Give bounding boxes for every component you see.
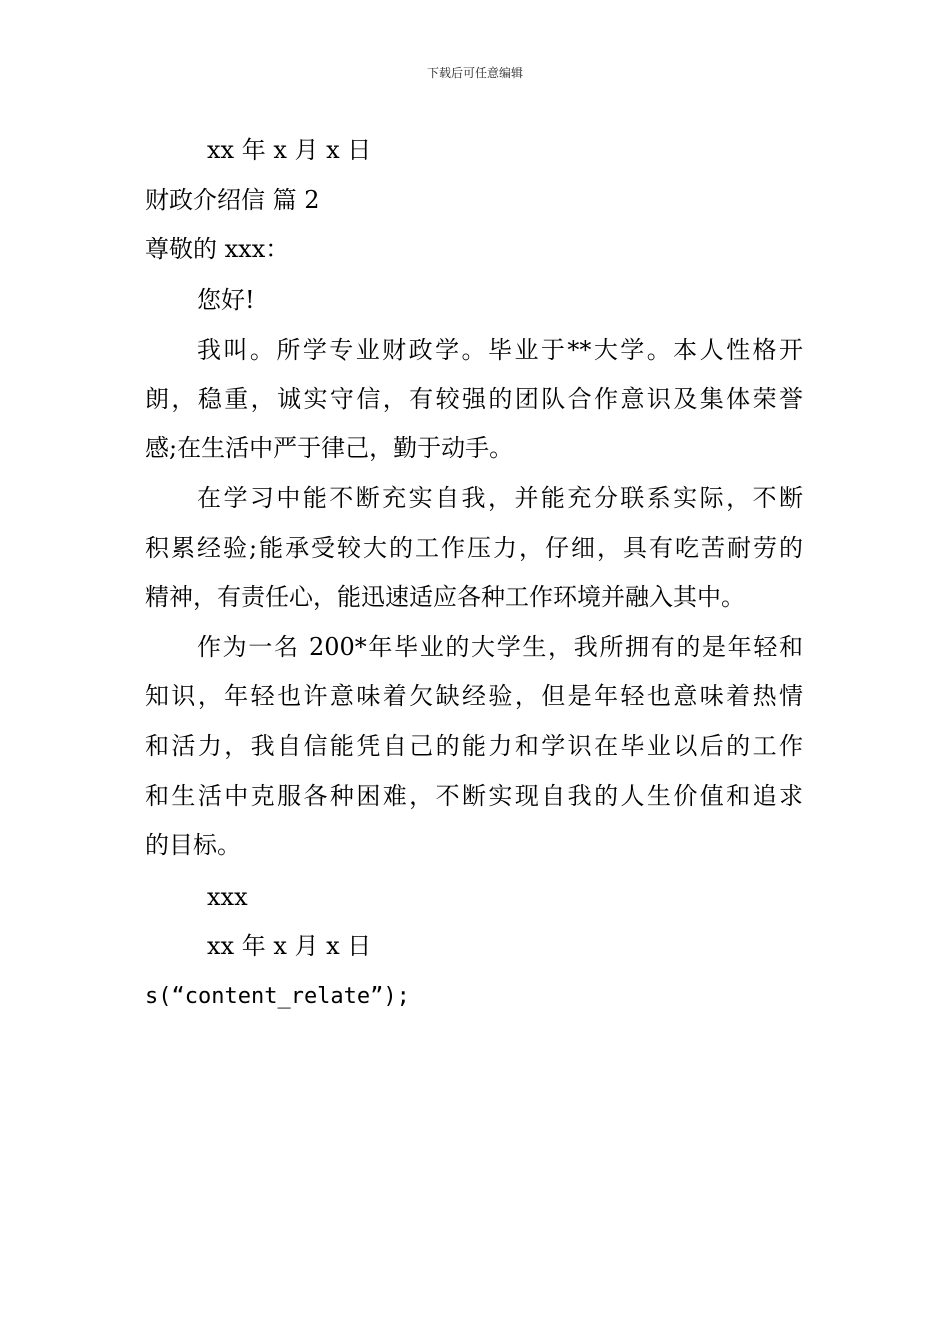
paragraph-2-line-3: 精神，有责任心，能迅速适应各种工作环境并融入其中。 [145,583,745,611]
salutation: 尊敬的 xxx： [145,235,290,263]
paragraph-2-line-1: 在学习中能不断充实自我，并能充分联系实际，不断 [197,484,803,512]
greeting: 您好! [197,286,255,314]
date-bottom: xx 年 x 月 x 日 [207,932,372,960]
paragraph-1-line-1: 我叫。所学专业财政学。毕业于**大学。本人性格开 [197,336,803,364]
date-top: xx 年 x 月 x 日 [207,136,372,164]
paragraph-3-line-2: 知识，年轻也许意味着欠缺经验，但是年轻也意味着热情 [145,682,803,710]
paragraph-2-line-2: 积累经验;能承受较大的工作压力，仔细，具有吃苦耐劳的 [145,534,803,562]
paragraph-3-line-4: 和生活中克服各种困难，不断实现自我的人生价值和追求 [145,782,803,810]
paragraph-3-line-1: 作为一名 200*年毕业的大学生，我所拥有的是年轻和 [197,633,803,661]
letter-title: 财政介绍信 篇 2 [145,186,320,214]
paragraph-1-line-2: 朗，稳重，诚实守信，有较强的团队合作意识及集体荣誉 [145,385,803,413]
code-snippet: s(“content_relate”); [145,984,410,1009]
paragraph-1-line-3: 感;在生活中严于律己，勤于动手。 [145,434,514,462]
paragraph-3-line-5: 的目标。 [145,831,241,859]
page-header: 下载后可任意编辑 [426,66,523,80]
paragraph-3-line-3: 和活力，我自信能凭自己的能力和学识在毕业以后的工作 [145,732,803,760]
signature: xxx [207,883,248,911]
